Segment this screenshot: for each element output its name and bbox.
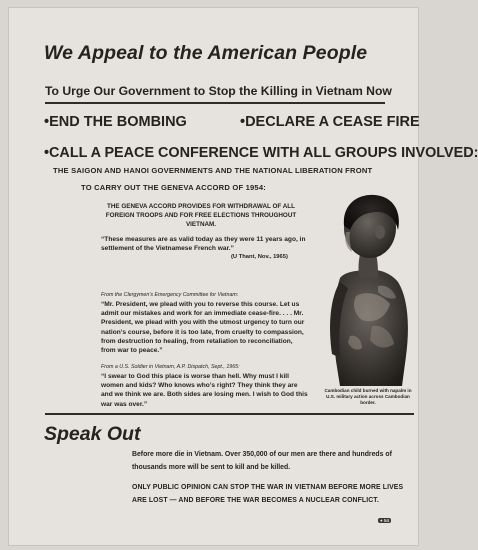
clergy-quote: “Mr. President, we plead with you to reverse this course. Let us admit our mistakes and work for an immediate cease-fire. . . . Mr. President, we plead with you with the utmost urgency to turn our nation’s course, before it is too late, from cruelty to compassion, from destruction to healing, from retaliation to reconciliation, from war to peace.” [101,301,305,355]
conference-geneva: TO CARRY OUT THE GENEVA ACCORD OF 1954: [81,183,267,192]
demand-cease-fire: •DECLARE A CEASE FIRE [240,114,420,130]
speak-out-heading: Speak Out [44,423,141,445]
napalm-child-photo [316,186,414,386]
demand-end-bombing: •END THE BOMBING [44,114,187,130]
speak-out-text: Before more die in Vietnam. Over 350,000 of our men are there and hundreds of thousands more will be sent to kill and be killed. [132,451,392,471]
flyer-page [9,8,478,545]
public-opinion-text: ONLY PUBLIC OPINION CAN STOP THE WAR IN VIETNAM BEFORE MORE LIVES ARE LOST — AND BEFORE THE WAR BECOMES A NUCLEAR CONFLICT. [132,484,404,504]
thant-quote: “These measures are as valid today as they were 11 years ago, in settlement of the Vietnamese French war.” [101,236,306,252]
union-bug: ● 54 [380,518,389,523]
geneva-accord-text: THE GENEVA ACCORD PROVIDES FOR WITHDRAWAL OF ALL FOREIGN TROOPS AND FOR FREE ELECTIONS THROUGHOUT VIETNAM. [105,203,297,229]
photo-caption: Cambodian child burned with napalm in U.S. military action across Cambodian border. [324,388,412,405]
section-rule [45,413,414,415]
soldier-quote: “I swear to God this place is worse than hell. Why must I kill women and kids? Who knows who’s right? They think they are and we think we are. Both sides are losing men. I wish to God this war was over.” [101,373,308,408]
thant-citation: (U Thant, Nov., 1965) [231,254,288,260]
subheadline-rule [45,102,385,104]
subheadline: To Urge Our Government to Stop the Killing in Vietnam Now [45,84,392,98]
conference-parties: THE SAIGON AND HANOI GOVERNMENTS AND THE NATIONAL LIBERATION FRONT [53,166,373,175]
headline: We Appeal to the American People [44,42,368,64]
clergy-source: From the Clergymen’s Emergency Committee for Vietnam: [101,292,239,298]
soldier-source: From a U.S. Soldier in Vietnam, A.P. Dispatch, Sept., 1965: [101,364,240,370]
demand-peace-conference: •CALL A PEACE CONFERENCE WITH ALL GROUPS INVOLVED: [44,145,478,161]
